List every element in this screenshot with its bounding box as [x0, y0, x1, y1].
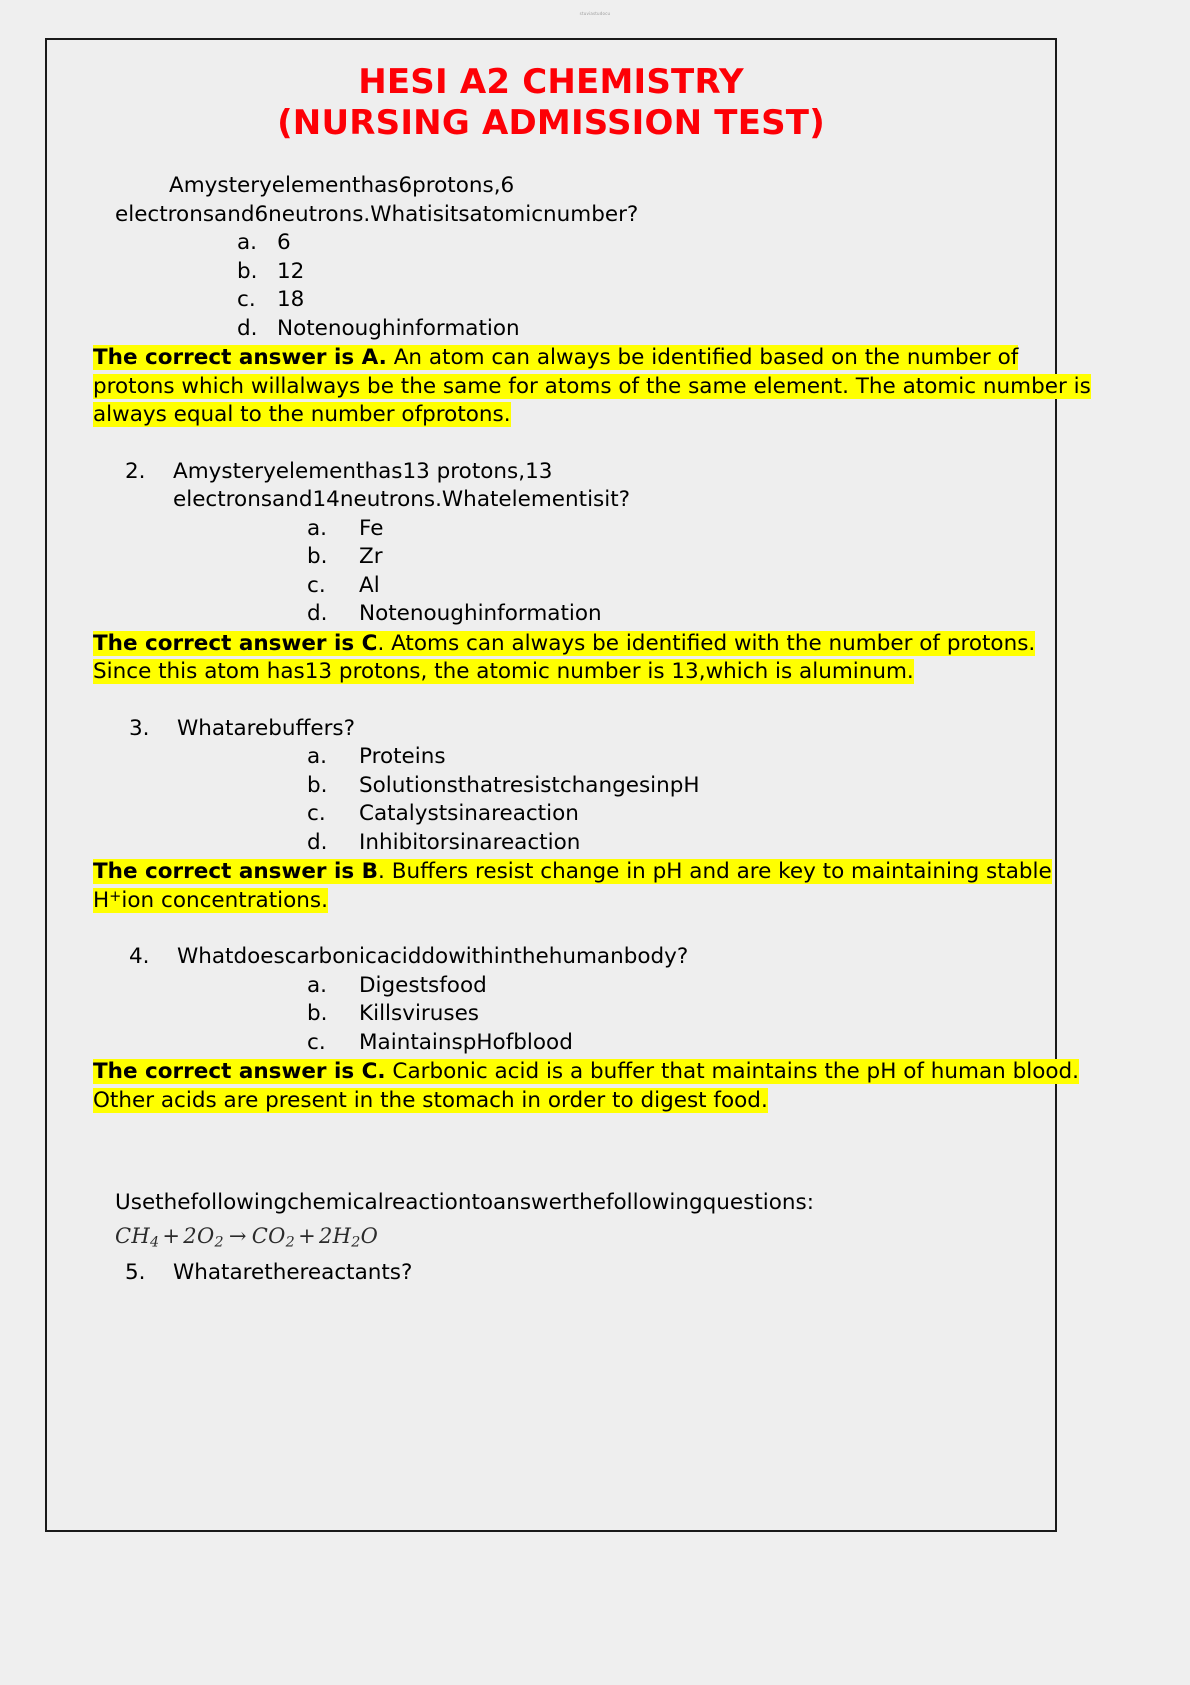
reactant-1 — [115, 1223, 160, 1251]
question-5-number: 5. — [125, 1259, 146, 1285]
question-4-options — [307, 972, 1021, 1058]
question-2-text — [173, 458, 873, 515]
reactant-1-subscript: 4 — [149, 1234, 160, 1251]
page-title — [81, 62, 1021, 144]
list-item[interactable] — [307, 600, 1021, 629]
list-item[interactable] — [307, 800, 1021, 829]
option-label: d. — [237, 315, 258, 341]
answer-2-label: The correct answer is C — [93, 630, 378, 656]
list-item[interactable] — [307, 1000, 1021, 1029]
list-item[interactable] — [307, 743, 1021, 772]
list-item[interactable] — [237, 286, 1021, 315]
answer-1-label: The correct answer is A. — [93, 345, 387, 370]
option-text: Fe — [359, 515, 384, 541]
question-2-answer — [81, 630, 1036, 687]
spacer — [81, 430, 1021, 458]
option-label: b. — [237, 258, 258, 284]
reactant-2-coefficient: 2 — [183, 1223, 197, 1248]
option-text: Killsviruses — [359, 1001, 480, 1026]
superscript-plus: + — [109, 887, 122, 905]
question-3-text: Whatarebuffers? — [177, 715, 356, 741]
question-5-prompt — [125, 1259, 1021, 1288]
answer-4-label: The correct answer is C. — [93, 1059, 386, 1084]
spacer — [81, 687, 1021, 715]
option-text: Zr — [359, 544, 383, 569]
reactant-2-subscript: 2 — [214, 1234, 224, 1251]
answer-3-explanation-a: . Buffers resist change in pH and are key to maintaining stable H — [93, 859, 1052, 913]
question-block-3 — [81, 715, 1052, 916]
option-label: c. — [237, 287, 256, 312]
option-label: b. — [307, 544, 328, 569]
option-label: c. — [307, 801, 326, 826]
option-text: Inhibitorsinareaction — [359, 829, 581, 855]
option-text: Notenoughinformation — [277, 315, 520, 341]
document-page — [45, 38, 1091, 1532]
question-2-prompt — [125, 458, 1021, 515]
question-2-prompt-line-1: Amysteryelementhas13 protons,13 — [173, 458, 553, 484]
question-4-text: Whatdoescarbonicaciddowithinthehumanbody? — [177, 944, 689, 969]
question-4-answer — [81, 1058, 1079, 1115]
question-block-1 — [81, 172, 1091, 430]
chemical-equation — [115, 1222, 1021, 1257]
list-item[interactable] — [307, 572, 1021, 601]
list-item[interactable] — [307, 515, 1021, 544]
product-1-formula: CO — [251, 1223, 286, 1248]
product-2 — [318, 1223, 379, 1251]
option-text: Notenoughinformation — [359, 601, 602, 626]
option-label: a. — [237, 230, 258, 255]
question-1-prompt-line-2: electronsand6neutrons.Whatisitsatomicnumber? — [115, 201, 639, 227]
option-label: a. — [307, 515, 328, 541]
question-3-options — [307, 743, 1021, 857]
product-2-formula: H — [332, 1223, 352, 1248]
answer-3-label: The correct answer is B — [93, 859, 379, 884]
answer-4-explanation: Carbonic acid is a buffer that maintains the pH of human blood. Other acids are present in the stomach in order to digest food. — [93, 1059, 1079, 1113]
plus-sign-1: + — [162, 1223, 181, 1248]
question-2-prompt-line-2: electronsand14neutrons.Whatelementisit? — [173, 487, 631, 512]
product-2-subscript: 2 — [351, 1234, 361, 1251]
product-1-subscript: 2 — [285, 1234, 296, 1251]
product-1 — [251, 1223, 296, 1251]
product-2-coefficient: 2 — [318, 1223, 333, 1248]
list-item[interactable] — [307, 1029, 1021, 1058]
reaction-section — [81, 1189, 1021, 1287]
answer-3-explanation-b: ion concentrations. — [121, 887, 328, 913]
question-2-number: 2. — [125, 458, 146, 484]
page-watermark: stuviastudocu — [579, 11, 611, 16]
option-label: b. — [307, 772, 328, 798]
list-item[interactable] — [237, 229, 1021, 258]
product-2-formula-b: O — [360, 1223, 379, 1248]
option-label: c. — [307, 1029, 326, 1055]
spacer — [81, 915, 1021, 943]
list-item[interactable] — [237, 315, 1021, 344]
question-1-answer — [81, 344, 1091, 430]
question-3-prompt — [129, 715, 1021, 744]
reactant-2 — [183, 1223, 224, 1251]
question-5-text: Whatarethereactants? — [173, 1259, 413, 1285]
option-text: Digestsfood — [359, 972, 487, 998]
option-label: c. — [307, 572, 326, 598]
option-label: d. — [307, 829, 328, 855]
list-item[interactable] — [237, 258, 1021, 287]
question-1-options — [237, 229, 1021, 343]
option-text: MaintainspHofblood — [359, 1029, 573, 1055]
title-line-1: HESI A2 CHEMISTRY — [358, 62, 744, 102]
title-line-2: (NURSING ADMISSION TEST) — [277, 103, 825, 143]
option-label: b. — [307, 1001, 328, 1026]
list-item[interactable] — [307, 543, 1021, 572]
spacer — [81, 1115, 1021, 1189]
option-text: Catalystsinareaction — [359, 801, 579, 826]
answer-2-explanation: . Atoms can always be identified with the number of protons. Since this atom has13 protons, the atomic number is 13,which is aluminum. — [93, 630, 1036, 684]
option-label: d. — [307, 601, 328, 626]
option-text: 12 — [277, 258, 305, 284]
reaction-arrow-icon: → — [228, 1223, 247, 1248]
question-4-prompt — [129, 943, 1021, 972]
option-text: SolutionsthatresistchangesinpH — [359, 772, 700, 798]
reactant-2-formula: O — [196, 1223, 215, 1248]
document-body — [81, 172, 1091, 1287]
plus-sign-2: + — [298, 1223, 316, 1248]
question-1-prompt-line-1: Amysteryelementhas6protons,6 — [169, 173, 515, 198]
reaction-intro: Usethefollowingchemicalreactiontoanswerthefollowingquestions: — [115, 1190, 814, 1215]
question-2-options — [307, 515, 1021, 629]
question-block-2 — [81, 458, 1036, 687]
question-3-number: 3. — [129, 715, 150, 741]
list-item[interactable] — [307, 972, 1021, 1001]
option-label: a. — [307, 744, 328, 769]
answer-1-explanation: An atom can always be identified based on the number of protons which willalways be the same for atoms of the same element. The atomic number is always equal to the number ofprotons. — [93, 345, 1091, 427]
option-label: a. — [307, 972, 328, 998]
option-text: Proteins — [359, 744, 446, 769]
list-item[interactable] — [307, 772, 1021, 801]
list-item[interactable] — [307, 829, 1021, 858]
reactant-1-formula: CH — [115, 1223, 150, 1248]
option-text: Al — [359, 572, 380, 598]
option-text: 6 — [277, 230, 291, 255]
option-text: 18 — [277, 287, 305, 312]
question-block-4 — [81, 943, 1079, 1115]
question-4-number: 4. — [129, 944, 150, 969]
question-3-answer — [81, 858, 1052, 915]
